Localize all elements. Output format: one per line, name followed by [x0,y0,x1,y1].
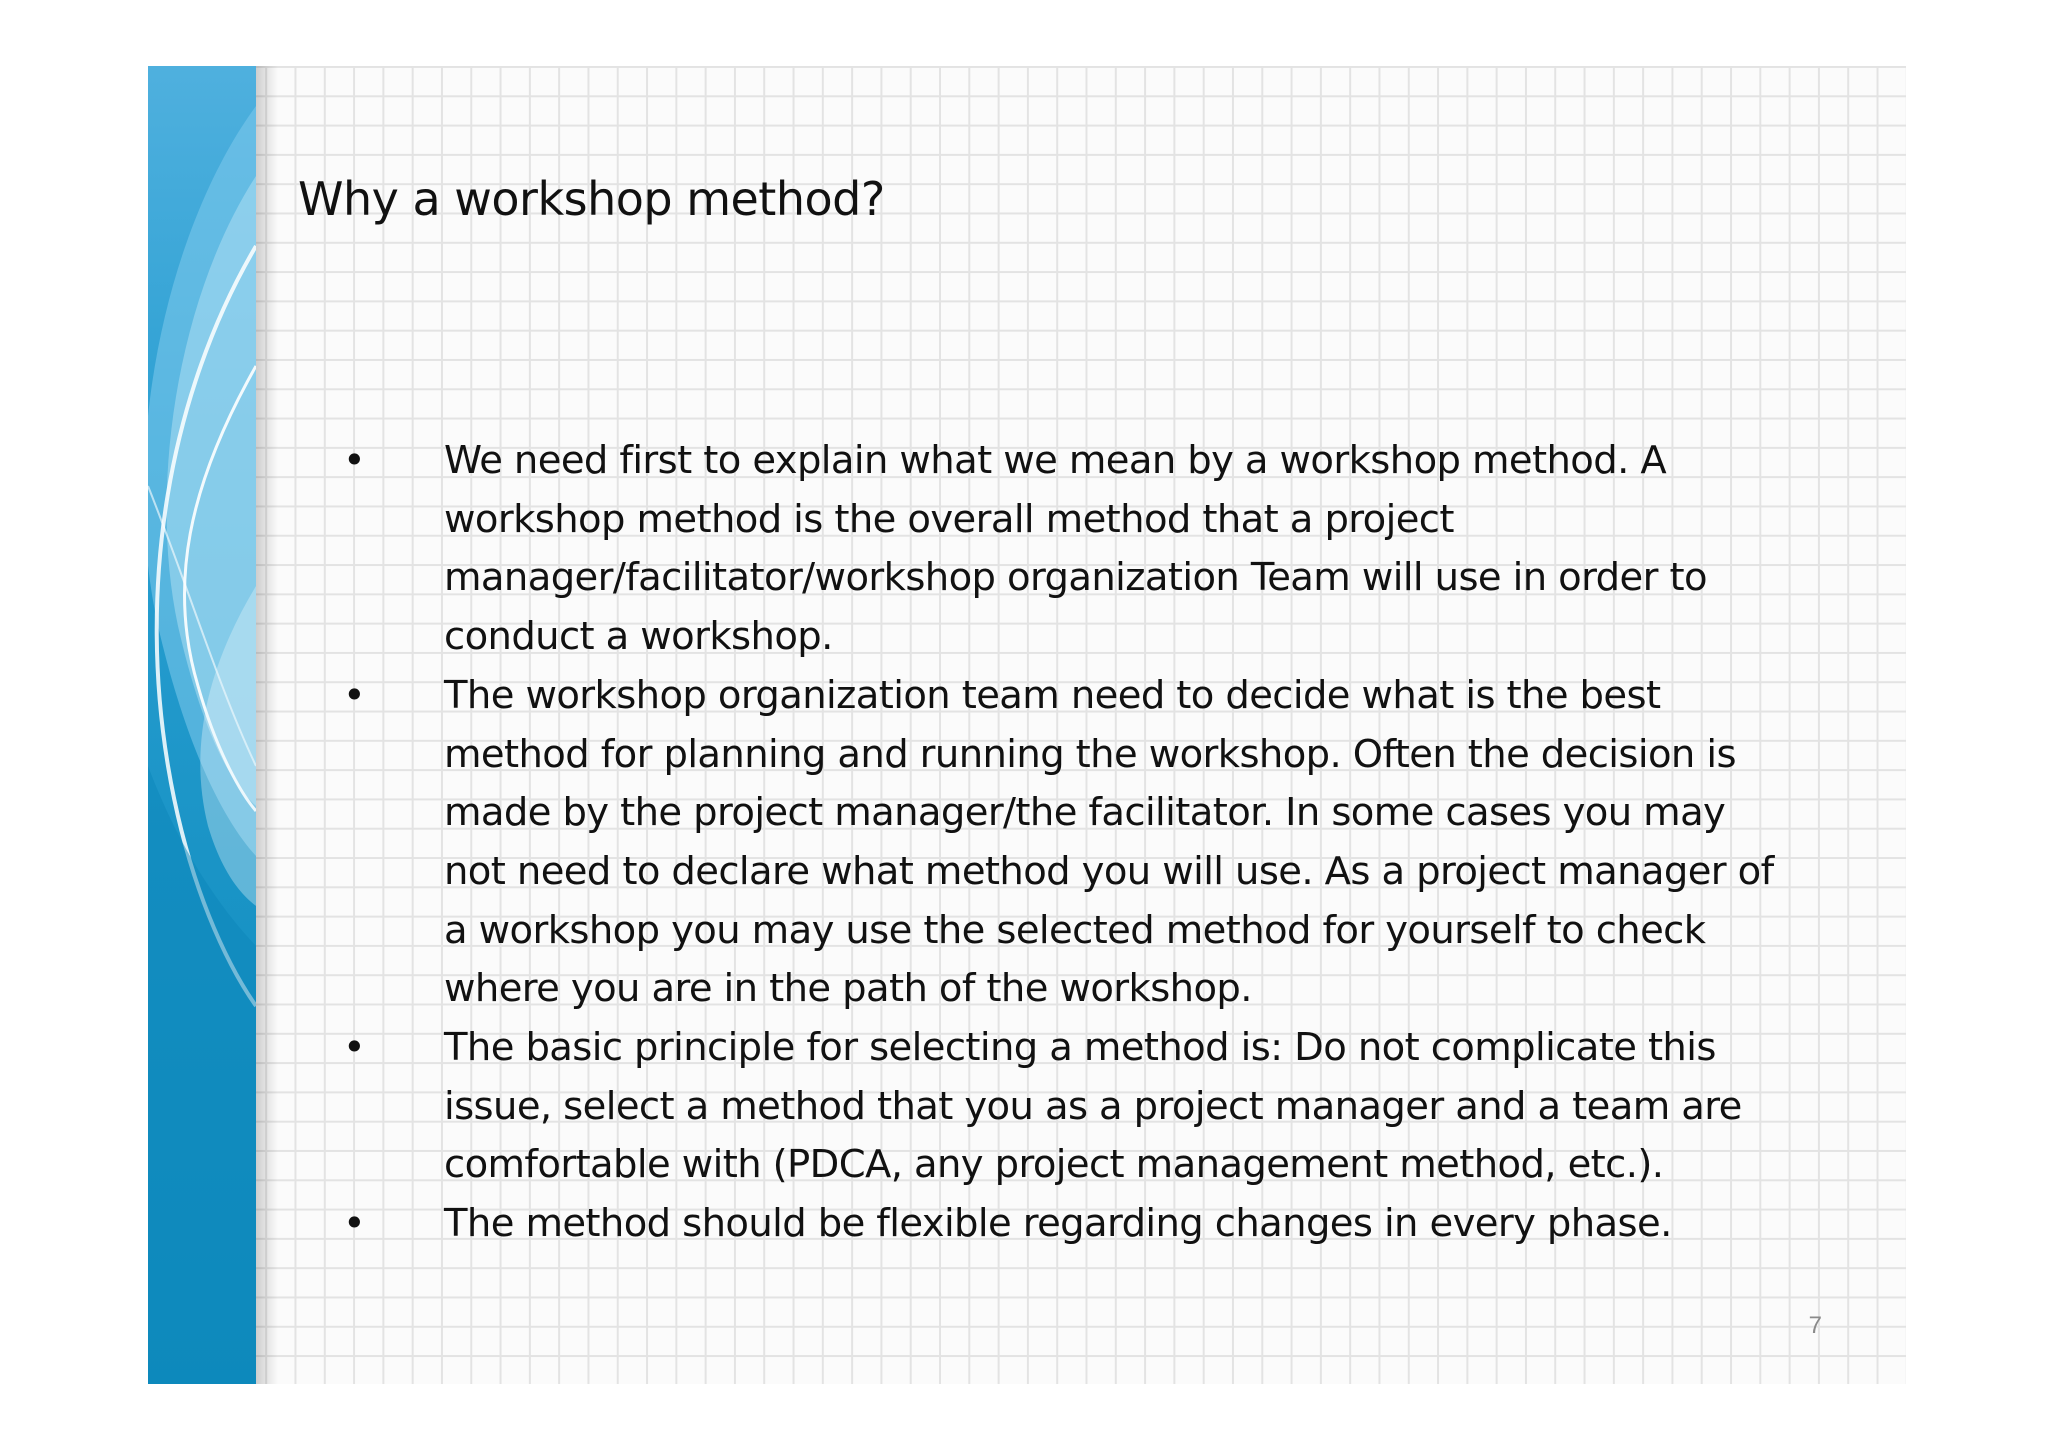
bullet-icon: • [342,1201,366,1247]
bullet-item [334,667,1794,1019]
swoosh-graphic [148,66,256,1384]
bullet-icon: • [342,672,366,718]
bullet-icon: • [342,438,366,483]
sidebar-shadow [256,66,278,1384]
bullet-item [334,1195,1794,1254]
bullet-item [334,1019,1794,1195]
bullet-text: The basic principle for selecting a method is: Do not complicate this issue, select a method that you as a project manager and a team are comfortable with (PDCA, any project management method, etc.). [444,1025,1742,1188]
bullet-text: The method should be flexible regarding changes in every phase. [444,1201,1672,1247]
bullet-text: We need first to explain what we mean by a workshop method. A workshop method is the overall method that a project manager/facilitator/workshop organization Team will use in order to conduct a workshop. [444,438,1707,660]
bullet-list [334,432,1794,1254]
page-number: 7 [1808,1312,1822,1339]
bullet-text: The workshop organization team need to decide what is the best method for planning and running the workshop. Often the decision is made by the project manager/the facilitator. In some cases you may not need to declare what method you will use. As a project manager of a workshop you may use the selected method for yourself to check where you are in the path of the workshop. [444,672,1774,1012]
bullet-icon: • [342,1025,366,1071]
decorative-sidebar [148,66,256,1384]
slide [148,66,1906,1384]
bullet-item [334,432,1794,667]
slide-title: Why a workshop method? [298,172,885,226]
